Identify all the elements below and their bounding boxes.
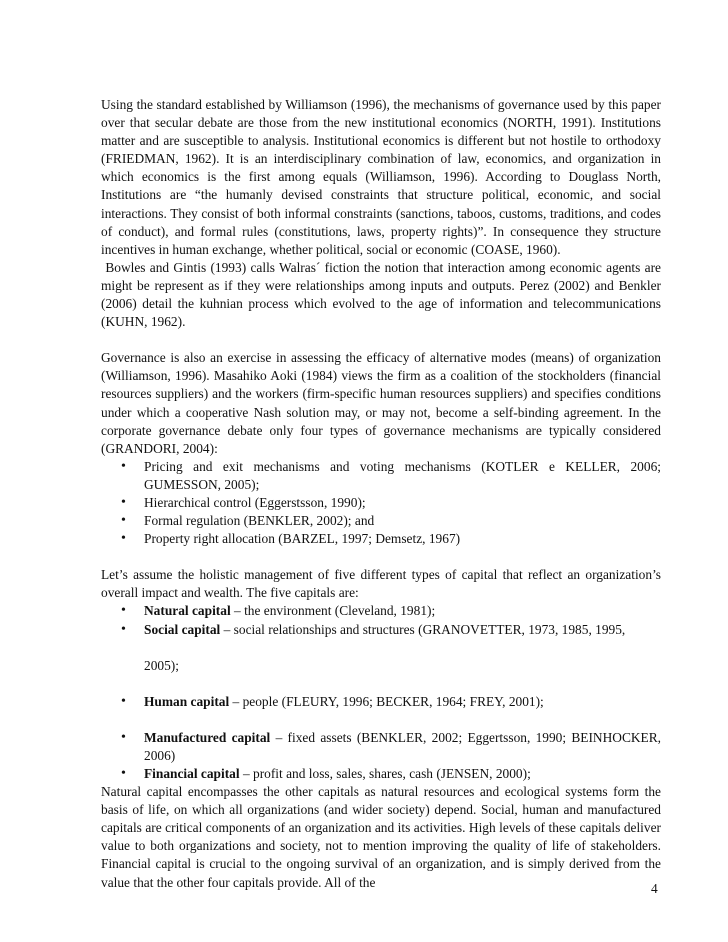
bullet-icon: • — [121, 531, 126, 547]
paragraph-gap — [101, 331, 661, 349]
list-item — [101, 602, 661, 620]
bullet-icon: • — [121, 513, 126, 529]
paragraph-five-capitals: Let’s assume the holistic management of five different types of capital that reflect an organization’s overall impact and wealth. The five capitals are: — [101, 567, 661, 601]
bullet-icon: • — [121, 621, 126, 637]
bullet-icon: • — [121, 603, 126, 619]
capital-term: Natural capital — [144, 603, 231, 619]
paragraph-institutions: Using the standard established by Williamson (1996), the mechanisms of governance used by this paper over that secular debate are those from the new institutional economics (NORTH, 1991). Institutions matter and are susceptible to analysis. Institutional economics is different but not hostile to orthodoxy (FRIEDMAN, 1962). It is an interdisciplinary combination of law, economics, and organization in which economics is the first among equals (Williamson, 1996). According to Douglass North, Institutions are “the humanly devised constraints that structure political, economic, and social interactions. They consist of both informal constraints (sanctions, taboos, customs, traditions, and codes of conduct), and formal rules (constitutions, laws, property rights)”. In consequence they structure incentives in human exchange, whether political, social or economic (COASE, 1960). — [101, 97, 661, 257]
bullet-icon: • — [121, 766, 126, 781]
list-item — [101, 729, 665, 765]
list-gap — [101, 711, 661, 729]
list-item: • Hierarchical control (Eggerstsson, 1990); — [101, 494, 661, 512]
list-item: • Property right allocation (BARZEL, 1997; Demsetz, 1967) — [101, 530, 661, 548]
capital-description: – social relationships and structures (GRANOVETTER, 1973, 1985, 1995, — [220, 621, 626, 637]
bullet-icon: • — [121, 729, 126, 745]
list-gap — [101, 675, 661, 693]
list-item-continuation — [101, 657, 661, 675]
paragraph-walras: Bowles and Gintis (1993) calls Walras´ fiction the notion that interaction among economic agents are might be represent as if they were relationships among inputs and outputs. Perez (2002) and Benkler (2006) detail the kuhnian process which evolved to the age of information and telecommunications (KUHN, 1962). — [101, 259, 665, 330]
list-item — [101, 621, 661, 639]
list-item: • Formal regulation (BENKLER, 2002); and — [101, 512, 661, 530]
capital-description-continuation: 2005); — [144, 657, 179, 673]
paragraph-governance: Governance is also an exercise in assessing the efficacy of alternative modes (means) of organization (Williamson, 1996). Masahiko Aoki (1984) views the firm as a coalition of the stockholders (financial resources suppliers) and the workers (firm-specific human resources suppliers) and specifies conditions under which a cooperative Nash solution may, or may not, become a self-binding agreement. In the corporate governance debate only four types of governance mechanisms are typically considered (GRANDORI, 2004): — [101, 350, 661, 456]
list-item — [101, 765, 661, 783]
capital-description: – people (FLEURY, 1996; BECKER, 1964; FREY, 2001); — [229, 693, 544, 709]
page-body — [101, 96, 665, 892]
capitals-list-continued — [101, 693, 661, 711]
paragraph-natural-capital: Natural capital encompasses the other capitals as natural resources and ecological systems form the basis of life, on which all organizations (and wider society) depend. Social, human and manufactured capitals are critical components of an organization and its activities. High levels of these capitals deliver value to both organizations and society, not to mention improving the quality of life of stakeholders. Financial capital is crucial to the ongoing survival of an organization, and is simply derived from the value that the other four capitals provide. All of the — [101, 784, 661, 890]
page-number: 4 — [651, 881, 658, 896]
paragraph-gap — [101, 548, 661, 566]
bullet-icon: • — [121, 458, 126, 474]
capitals-list-continued — [101, 729, 665, 783]
capital-description: – profit and loss, sales, shares, cash (JENSEN, 2000); — [239, 766, 531, 781]
list-item — [101, 693, 661, 711]
capitals-list — [101, 602, 661, 674]
list-item: • Pricing and exit mechanisms and voting mechanisms (KOTLER e KELLER, 2006; GUMESSON, 2005); — [121, 458, 661, 492]
bullet-icon: • — [121, 494, 126, 510]
capital-description: – the environment (Cleveland, 1981); — [230, 603, 436, 619]
governance-mechanisms-list — [101, 458, 661, 548]
capital-term: Human capital — [144, 693, 230, 709]
capital-term: Manufactured capital — [144, 729, 271, 745]
capital-description: – fixed assets (BENKLER, 2002; Eggertsson, 1990; BEINHOCKER, 2006) — [144, 729, 665, 763]
capital-term: Financial capital — [144, 766, 240, 781]
bullet-icon: • — [121, 693, 126, 709]
capital-term: Social capital — [144, 621, 221, 637]
